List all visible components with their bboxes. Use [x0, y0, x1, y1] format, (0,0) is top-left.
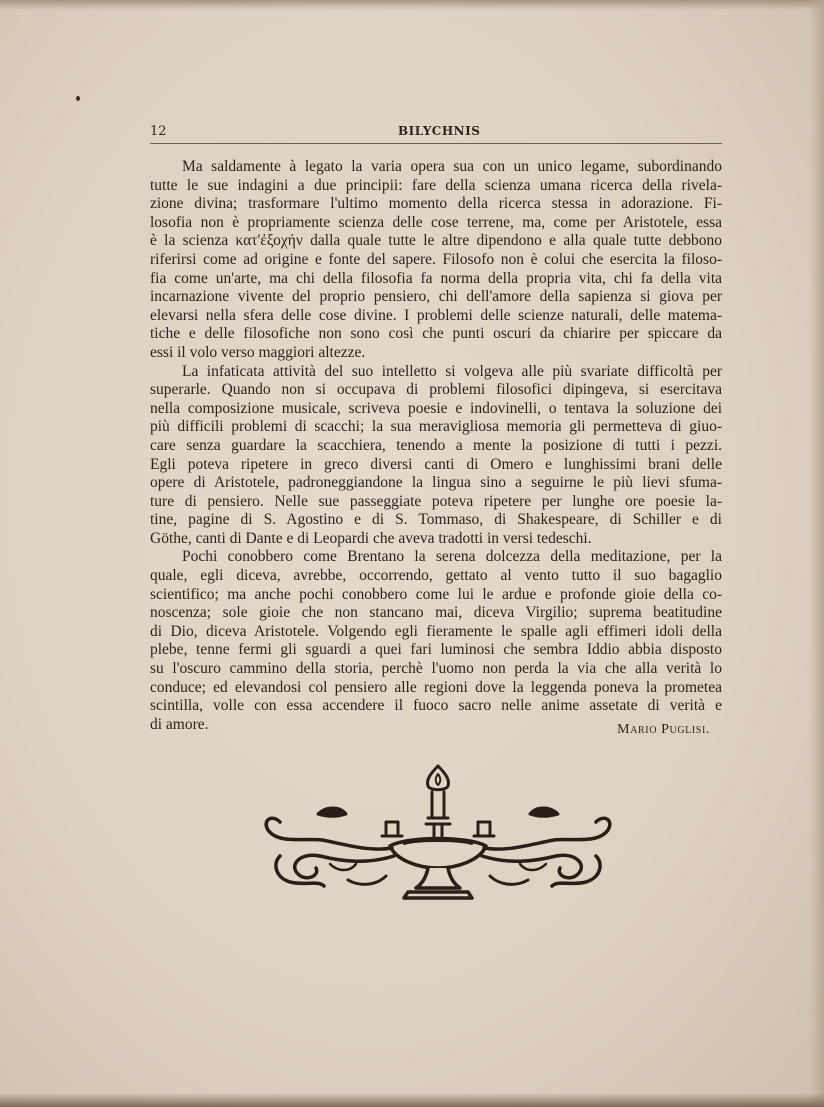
text-line: su l'oscuro cammino della storia, perchè l'uomo non perda la via che alla verità lo: [150, 660, 722, 678]
text-line: La infaticata attività del suo intelletto si volgeva alle più svariate difficoltà per: [182, 362, 722, 380]
text-line: noscenza; sole gioie che non stancano mai, diceva Virgilio; suprema beatitudine: [150, 604, 722, 622]
text-line: scientifico; ma anche pochi conobbero come lui le ardue e profonde gioie della co-: [150, 585, 722, 603]
author-signature: Mario Puglisi.: [617, 722, 710, 737]
oil-lamp-ornament-icon: [258, 760, 618, 910]
text-line: incarnazione vivente del proprio pensiero, chi dell'amore della sapienza si giova per: [150, 288, 722, 306]
text-line: superarle. Quando non si occupava di problemi filosofici dipingeva, si esercitava: [150, 381, 722, 399]
text-line: plebe, tenne fermi gli sguardi a quei fari luminosi che sembra Iddio abbia disposto: [150, 641, 722, 659]
page-top-edge: [0, 0, 824, 10]
text-line: tiche e delle filosofiche non sono così che punti oscuri da chiarire per spiccare da: [150, 325, 722, 343]
text-line: è la scienza κατ'ἐξοχήν dalla quale tutte le altre dipendono e alla quale tutte debbono: [150, 232, 722, 250]
text-line: care senza guardare la scacchiera, tenendo a mente la posizione di tutti i pezzi.: [150, 436, 722, 454]
text-line: elevarsi nella sfera delle cose divine. I problemi delle scienze naturali, delle matema-: [150, 306, 722, 324]
text-line: nella composizione musicale, scriveva poesie e indovinelli, o tentava la soluzione dei: [150, 399, 722, 417]
ink-speck: [76, 96, 80, 101]
text-line: ture di pensiero. Nelle sue passeggiate poteva ripetere per lunghe ore poesie la-: [150, 492, 722, 510]
text-line: quale, egli diceva, avrebbe, occorrendo, gettato al vento tutto il suo bagaglio: [150, 567, 722, 585]
text-line: opere di Aristotele, padroneggiandone la lingua sino a seguirne le più lievi sfuma-: [150, 474, 722, 492]
text-line: Pochi conobbero come Brentano la serena dolcezza della meditazione, per la: [182, 548, 722, 566]
text-line: Ma saldamente à legato la varia opera sua con un unico legame, subordinando: [182, 158, 722, 175]
text-line: fia come un'arte, ma chi della filosofia fa norma della propria vita, chi fa della vita: [150, 269, 722, 287]
page-bottom-edge: [0, 1093, 824, 1107]
page-header: [150, 124, 722, 142]
header-rule: [150, 143, 722, 144]
text-line: conduce; ed elevandosi col pensiero alle regioni dove la leggenda poneva la prometea: [150, 678, 722, 696]
oil-lamp-ornament-icon: [258, 760, 618, 914]
text-line: di Dio, diceva Aristotele. Volgendo egli fieramente le spalle agli effimeri idoli della: [150, 622, 722, 640]
text-line: più difficili problemi di scacchi; la sua meravigliosa memoria gli permetteva di giuo-: [150, 418, 722, 436]
running-head: BILYCHNIS: [398, 124, 481, 138]
page-right-edge: [810, 0, 824, 1107]
text-line: di amore.: [150, 715, 209, 733]
text-line: tutte le sue indagini a due principii: fare della scienza umana ricerca della rivela-: [150, 176, 722, 194]
text-line: scintilla, volle con essa accendere il fuoco sacro nelle anime assetate di verità e: [150, 697, 722, 715]
article-body: [150, 158, 722, 734]
text-line: losofia non è propriamente scienza delle cose terrene, ma, come per Aristotele, essa: [150, 213, 722, 231]
text-line: essi il volo verso maggiori altezze.: [150, 343, 366, 361]
text-line: tine, pagine di S. Agostino e di S. Tommaso, di Shakespeare, di Schiller e di: [150, 511, 722, 529]
text-line: Göthe, canti di Dante e di Leopardi che aveva tradotti in versi tedeschi.: [150, 529, 592, 547]
text-line: Egli poteva ripetere in greco diversi canti di Omero e lunghissimi brani delle: [150, 455, 722, 473]
page-number: 12: [150, 124, 167, 139]
text-line: riferirsi come ad origine e fonte del sapere. Filosofo non è colui che esercita la filoso-: [150, 250, 722, 268]
text-line: zione divina; trasformare l'ultimo momento della ricerca stessa in adorazione. Fi-: [150, 195, 722, 213]
